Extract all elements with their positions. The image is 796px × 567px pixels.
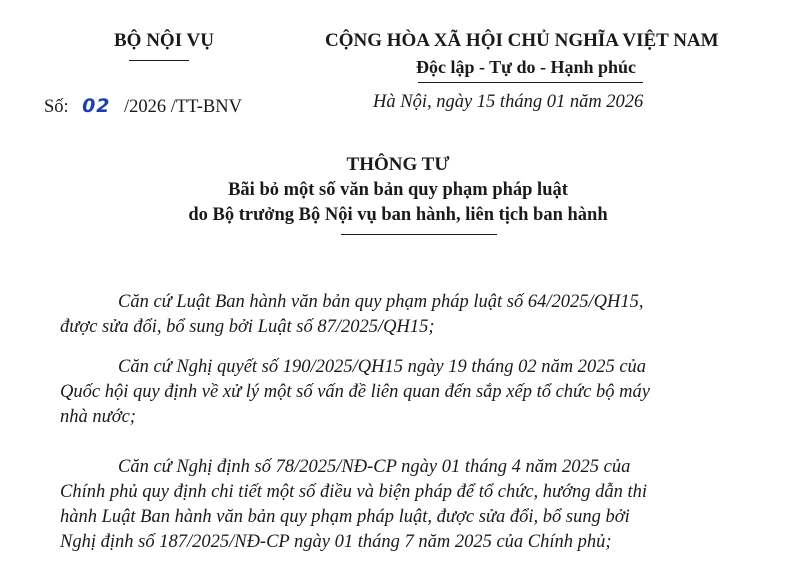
document-title-line-2: do Bộ trưởng Bộ Nội vụ ban hành, liên tịch ban hành	[188, 205, 608, 225]
preamble-line: được sửa đổi, bổ sung bởi Luật số 87/2025/QH15;	[60, 317, 435, 337]
preamble-line: Chính phủ quy định chi tiết một số điều và biện pháp để tổ chức, hướng dẫn thi	[60, 482, 648, 502]
national-title: CỘNG HÒA XÃ HỘI CHỦ NGHĨA VIỆT NAM	[325, 30, 719, 51]
document-number	[44, 95, 242, 118]
title-underline	[341, 234, 497, 235]
document-number-suffix: /2026 /TT-BNV	[123, 97, 242, 117]
preamble-line: Quốc hội quy định về xử lý một số vấn đề liên quan đến sắp xếp tổ chức bộ máy	[60, 382, 650, 402]
document-title-line-1: Bãi bỏ một số văn bản quy phạm pháp luật	[228, 180, 568, 200]
preamble-line: Căn cứ Luật Ban hành văn bản quy phạm pháp luật số 64/2025/QH15,	[118, 292, 644, 312]
place-and-date: Hà Nội, ngày 15 tháng 01 năm 2026	[373, 92, 644, 112]
motto-underline	[418, 82, 643, 83]
document-type: THÔNG TƯ	[346, 154, 450, 175]
issuing-agency: BỘ NỘI VỤ	[114, 30, 214, 51]
handwritten-number: 02	[82, 95, 111, 117]
document-number-prefix: Số:	[44, 97, 69, 117]
national-motto: Độc lập - Tự do - Hạnh phúc	[416, 57, 637, 77]
preamble-line: Căn cứ Nghị quyết số 190/2025/QH15 ngày 19 tháng 02 năm 2025 của	[118, 357, 647, 377]
preamble-line: Nghị định số 187/2025/NĐ-CP ngày 01 tháng 7 năm 2025 của Chính phủ;	[60, 532, 612, 552]
preamble-line: hành Luật Ban hành văn bản quy phạm pháp luật, được sửa đổi, bổ sung bởi	[60, 507, 630, 527]
preamble-line: nhà nước;	[60, 407, 136, 427]
agency-underline	[129, 60, 189, 61]
preamble-line: Căn cứ Nghị định số 78/2025/NĐ-CP ngày 01 tháng 4 năm 2025 của	[118, 457, 631, 477]
